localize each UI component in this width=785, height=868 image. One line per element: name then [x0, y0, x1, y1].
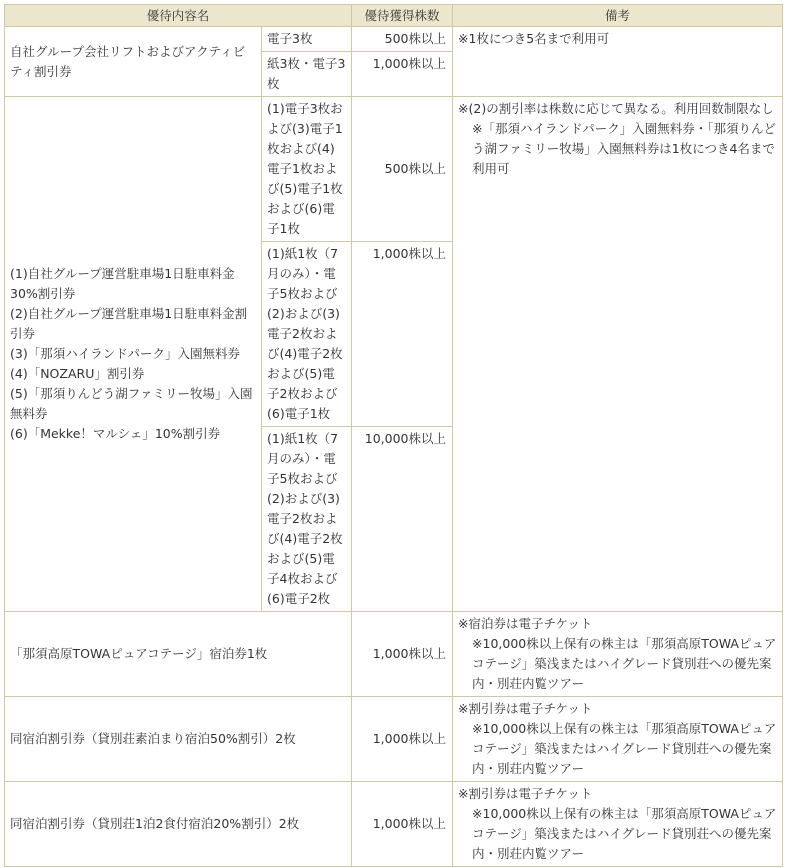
- table-row: [5, 97, 783, 242]
- share-requirement: 1,000株以上: [352, 612, 453, 697]
- note-text: ※(2)の割引率は株数に応じて異なる。利用回数制限なし: [458, 101, 774, 116]
- notes: [453, 27, 783, 97]
- item-name: 同宿泊割引券（貸別荘素泊まり宿泊50%割引）2枚: [5, 697, 352, 782]
- item-name-line: (1)自社グループ運営駐車場1日駐車料金30%割引券: [10, 266, 235, 301]
- item-name: 「那須高原TOWAピュアコテージ」宿泊券1枚: [5, 612, 352, 697]
- table-row: [5, 782, 783, 867]
- note-subtext: ※10,000株以上保有の株主は「那須高原TOWAピュアコテージ」築浅またはハイグレード貸別荘への優先案内・別荘内覧ツアー: [472, 636, 777, 691]
- item-name: 同宿泊割引券（貸別荘1泊2食付宿泊20%割引）2枚: [5, 782, 352, 867]
- note-subtext: ※10,000株以上保有の株主は「那須高原TOWAピュアコテージ」築浅またはハイグレード貸別荘への優先案内・別荘内覧ツアー: [472, 721, 777, 776]
- share-requirement: 1,000株以上: [352, 242, 453, 427]
- item-name-line: (6)「Mekke！マルシェ」10%割引券: [10, 426, 221, 441]
- note-text: ※割引券は電子チケット: [458, 701, 593, 716]
- item-name-line: (4)「NOZARU」割引券: [10, 366, 145, 381]
- header-item-name: 優待内容名: [5, 5, 352, 27]
- item-name-line: (3)「那須ハイランドパーク」入園無料券: [10, 346, 240, 361]
- note-subtext: ※10,000株以上保有の株主は「那須高原TOWAピュアコテージ」築浅またはハイグレード貸別荘への優先案内・別荘内覧ツアー: [472, 806, 777, 861]
- share-requirement: 1,000株以上: [352, 782, 453, 867]
- item-name: [5, 97, 262, 612]
- share-requirement: 1,000株以上: [352, 697, 453, 782]
- item-name-line: (5)「那須りんどう湖ファミリー牧場」入園無料券: [10, 386, 253, 421]
- item-name-line: (2)自社グループ運営駐車場1日駐車料金割引券: [10, 306, 248, 341]
- notes: [453, 97, 783, 612]
- benefits-table: [4, 4, 783, 867]
- condition: (1)電子3枚および(3)電子1枚および(4)電子1枚および(5)電子1枚および(6)電子1枚: [262, 97, 352, 242]
- table-row: [5, 697, 783, 782]
- header-shares: 優待獲得株数: [352, 5, 453, 27]
- share-requirement: 500株以上: [352, 27, 453, 52]
- item-name: 自社グループ会社リフトおよびアクティビティ割引券: [5, 27, 262, 97]
- header-notes: 備考: [453, 5, 783, 27]
- condition: (1)紙1枚（7月のみ）・電子5枚および(2)および(3)電子2枚および(4)電子2枚および(5)電子2枚および(6)電子1枚: [262, 242, 352, 427]
- condition: 電子3枚: [262, 27, 352, 52]
- note-text: ※1枚につき5名まで利用可: [458, 31, 610, 46]
- header-row: [5, 5, 783, 27]
- table-row: [5, 612, 783, 697]
- notes: [453, 782, 783, 867]
- share-requirement: 1,000株以上: [352, 52, 453, 97]
- table-row: [5, 27, 783, 52]
- condition: (1)紙1枚（7月のみ）・電子5枚および(2)および(3)電子2枚および(4)電子2枚および(5)電子4枚および(6)電子2枚: [262, 427, 352, 612]
- share-requirement: 10,000株以上: [352, 427, 453, 612]
- note-text: ※割引券は電子チケット: [458, 786, 593, 801]
- condition: 紙3枚・電子3枚: [262, 52, 352, 97]
- share-requirement: 500株以上: [352, 97, 453, 242]
- notes: [453, 612, 783, 697]
- note-subtext: ※「那須ハイランドパーク」入園無料券・「那須りんどう湖ファミリー牧場」入園無料券は1枚につき4名まで利用可: [472, 121, 776, 176]
- notes: [453, 697, 783, 782]
- note-text: ※宿泊券は電子チケット: [458, 616, 593, 631]
